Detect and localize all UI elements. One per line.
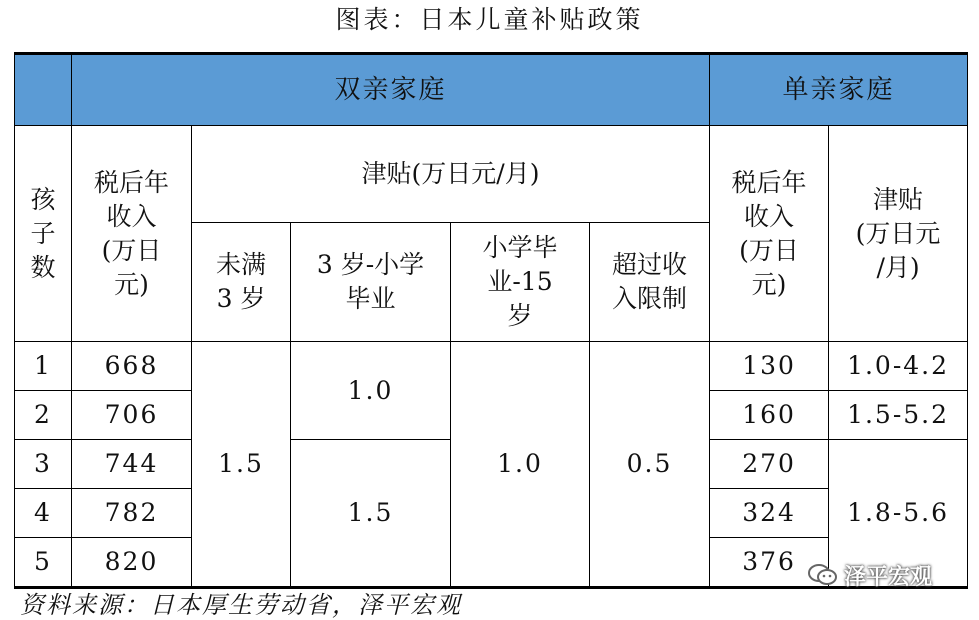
wechat-icon	[808, 563, 838, 587]
cell-children: 5	[15, 538, 72, 588]
header-income: 税后年 收入 (万日 元)	[72, 126, 192, 342]
header-under3: 未满 3 岁	[192, 223, 291, 342]
header-two-parent: 双亲家庭	[72, 54, 710, 126]
header-over-limit: 超过收 入限制	[590, 223, 710, 342]
table-row	[15, 342, 968, 391]
cell-income: 668	[72, 342, 192, 391]
cell-single-income: 130	[710, 342, 829, 391]
cell-income: 820	[72, 538, 192, 588]
header-allowance: 津贴(万日元/月)	[192, 126, 710, 223]
cell-primary-15: 1.0	[451, 342, 590, 588]
cell-age3-rest: 1.5	[291, 440, 451, 588]
header-single-parent: 单亲家庭	[710, 54, 968, 126]
cell-single-allowance: 1.0-4.2	[829, 342, 968, 391]
cell-children: 4	[15, 489, 72, 538]
header-age3-primary: 3 岁-小学 毕业	[291, 223, 451, 342]
cell-income: 706	[72, 391, 192, 440]
watermark-text: 泽平宏观	[844, 564, 933, 590]
cell-single-allowance: 1.5-5.2	[829, 391, 968, 440]
cell-income: 782	[72, 489, 192, 538]
header-children: 孩 子 数	[15, 126, 72, 342]
cell-single-income: 160	[710, 391, 829, 440]
cell-single-income: 270	[710, 440, 829, 489]
cell-single-allowance-rest: 1.8-5.6	[829, 440, 968, 588]
source-note: 资料来源：日本厚生劳动省，泽平宏观	[20, 591, 462, 619]
cell-single-income: 376	[710, 538, 829, 588]
cell-over-limit: 0.5	[590, 342, 710, 588]
cell-children: 1	[15, 342, 72, 391]
header-single-allowance: 津贴 (万日元 /月)	[829, 126, 968, 342]
corner-cell	[15, 54, 72, 126]
cell-age3-first: 1.0	[291, 342, 451, 440]
child-allowance-table	[14, 52, 968, 589]
cell-income: 744	[72, 440, 192, 489]
page-title: 图表：日本儿童补贴政策	[335, 5, 644, 34]
header-single-income: 税后年 收入 (万日 元)	[710, 126, 829, 342]
cell-children: 3	[15, 440, 72, 489]
watermark	[808, 558, 932, 592]
header-primary-15: 小学毕 业-15 岁	[451, 223, 590, 342]
cell-children: 2	[15, 391, 72, 440]
cell-under3: 1.5	[192, 342, 291, 588]
cell-single-income: 324	[710, 489, 829, 538]
